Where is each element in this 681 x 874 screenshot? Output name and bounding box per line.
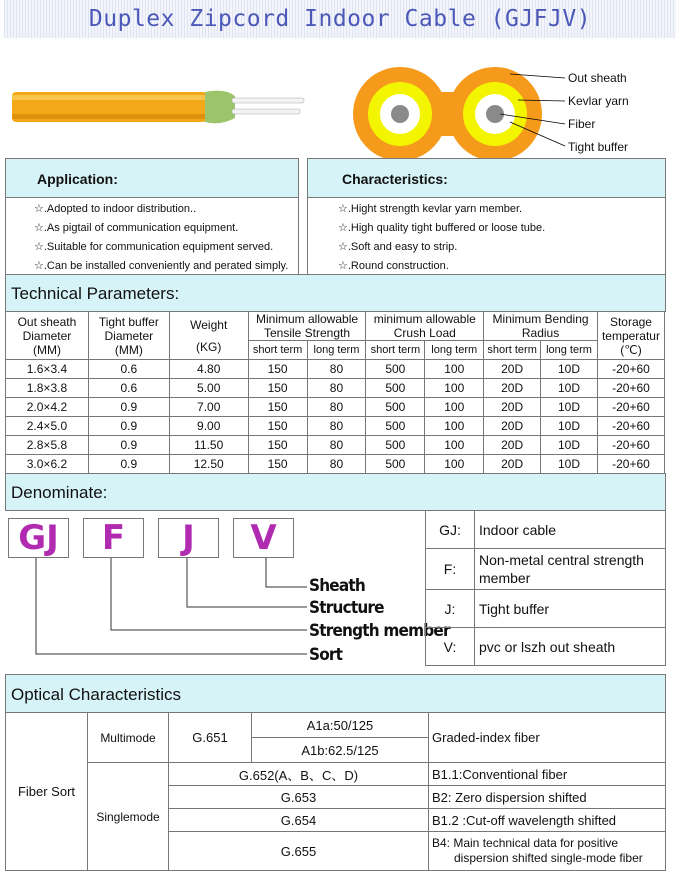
table-cell: 20D <box>484 417 541 436</box>
table-cell: 80 <box>307 398 366 417</box>
label-sheath: Sheath <box>309 576 366 596</box>
legend-code: J: <box>426 590 475 628</box>
characteristics-header <box>307 158 666 198</box>
table-cell: 100 <box>425 398 484 417</box>
table-cell: 100 <box>425 436 484 455</box>
table-cell: 11.50 <box>169 436 248 455</box>
application-item: ☆.Suitable for communication equipment served. <box>34 241 274 253</box>
table-cell: 0.9 <box>88 455 169 474</box>
table-cell: -20+60 <box>597 360 664 379</box>
code-letter-v: V <box>233 518 294 558</box>
table-cell: 80 <box>307 360 366 379</box>
characteristics-item: ☆.High quality tight buffered or loose tube. <box>338 222 546 234</box>
application-heading: Application: <box>37 171 118 187</box>
application-item: ☆.Adopted to indoor distribution.. <box>34 203 197 215</box>
table-cell: 3.0×6.2 <box>6 455 89 474</box>
table-row <box>6 455 665 474</box>
multimode-cell: Multimode <box>88 713 169 763</box>
a1b-cell: A1b:62.5/125 <box>252 738 429 763</box>
characteristics-item: ☆.Round construction. <box>338 260 449 272</box>
singlemode-cell: Singlemode <box>88 763 169 871</box>
table-cell: 7.00 <box>169 398 248 417</box>
application-item: ☆.As pigtail of communication equipment. <box>34 222 239 234</box>
legend-code: GJ: <box>426 511 475 549</box>
table-cell: 10D <box>541 417 598 436</box>
table-cell: 2.8×5.8 <box>6 436 89 455</box>
table-cell: 1.6×3.4 <box>6 360 89 379</box>
table-cell: 12.50 <box>169 455 248 474</box>
table-cell: 100 <box>425 360 484 379</box>
optical-header <box>5 674 666 713</box>
col-bend: Minimum Bending Radius <box>484 312 598 341</box>
table-row <box>6 398 665 417</box>
table-cell: 150 <box>248 379 307 398</box>
table-cell: 80 <box>307 455 366 474</box>
table-cell: 20D <box>484 360 541 379</box>
legend-desc: Indoor cable <box>475 511 666 549</box>
denominate-legend-table <box>425 510 666 666</box>
table-cell: 10D <box>541 398 598 417</box>
table-row <box>6 360 665 379</box>
optical-heading: Optical Characteristics <box>11 685 182 704</box>
col-crush: minimum allowable Crush Load <box>366 312 484 341</box>
table-cell: 0.9 <box>88 436 169 455</box>
label-fiber: Fiber <box>568 117 596 131</box>
crush-short-term: short term <box>366 341 425 360</box>
table-cell: -20+60 <box>597 436 664 455</box>
singlemode-desc: B2: Zero dispersion shifted <box>429 786 666 809</box>
table-cell: 100 <box>425 455 484 474</box>
col-storage: Storage temperatur (℃) <box>597 312 664 360</box>
legend-desc: Non-metal central strength member <box>475 549 666 590</box>
characteristics-item: ☆.Soft and easy to strip. <box>338 241 458 253</box>
label-tight-buffer: Tight buffer <box>568 140 629 154</box>
singlemode-standard: G.655 <box>169 832 429 871</box>
table-cell: 2.0×4.2 <box>6 398 89 417</box>
table-cell: 150 <box>248 455 307 474</box>
characteristics-list <box>307 197 666 275</box>
col-outer-diameter: Out sheath Diameter (MM) <box>6 312 89 360</box>
code-letter-gj: GJ <box>8 518 69 558</box>
legend-code: V: <box>426 628 475 666</box>
table-cell: 0.6 <box>88 360 169 379</box>
table-cell: 20D <box>484 455 541 474</box>
a1a-cell: A1a:50/125 <box>252 713 429 738</box>
graded-index-cell: Graded-index fiber <box>429 713 666 763</box>
table-cell: 150 <box>248 398 307 417</box>
label-strength-member: Strength member <box>309 621 450 641</box>
table-cell: 9.00 <box>169 417 248 436</box>
table-cell: 500 <box>366 379 425 398</box>
singlemode-desc: B1.1:Conventional fiber <box>429 763 666 786</box>
table-cell: -20+60 <box>597 417 664 436</box>
characteristics-heading: Characteristics: <box>342 171 448 187</box>
table-cell: 100 <box>425 379 484 398</box>
table-cell: 20D <box>484 379 541 398</box>
legend-desc: Tight buffer <box>475 590 666 628</box>
tensile-short-term: short term <box>248 341 307 360</box>
page-title: Duplex Zipcord Indoor Cable (GJFJV) <box>88 6 592 32</box>
table-cell: 150 <box>248 417 307 436</box>
label-sort: Sort <box>309 645 343 665</box>
table-cell: 0.6 <box>88 379 169 398</box>
table-cell: 1.8×3.8 <box>6 379 89 398</box>
table-row <box>6 436 665 455</box>
label-structure: Structure <box>309 598 384 618</box>
table-cell: 4.80 <box>169 360 248 379</box>
table-cell: 500 <box>366 360 425 379</box>
table-cell: -20+60 <box>597 455 664 474</box>
table-cell: 80 <box>307 436 366 455</box>
table-cell: 150 <box>248 436 307 455</box>
table-cell: -20+60 <box>597 398 664 417</box>
table-cell: 10D <box>541 360 598 379</box>
cable-photo <box>10 84 305 134</box>
singlemode-desc: B1.2 :Cut-off wavelength shifted <box>429 809 666 832</box>
singlemode-standard: G.654 <box>169 809 429 832</box>
table-cell: 80 <box>307 417 366 436</box>
table-row <box>6 379 665 398</box>
table-cell: 100 <box>425 417 484 436</box>
characteristics-item: ☆.Hight strength kevlar yarn member. <box>338 203 523 215</box>
legend-desc: pvc or lszh out sheath <box>475 628 666 666</box>
singlemode-standard: G.653 <box>169 786 429 809</box>
cross-section-diagram <box>340 62 680 162</box>
table-cell: 2.4×5.0 <box>6 417 89 436</box>
bend-long-term: long term <box>541 341 598 360</box>
table-cell: 5.00 <box>169 379 248 398</box>
label-kevlar-yarn: Kevlar yarn <box>568 94 629 108</box>
col-weight: Weight (KG) <box>169 312 248 360</box>
col-buffer-diameter: Tight buffer Diameter (MM) <box>88 312 169 360</box>
table-cell: -20+60 <box>597 379 664 398</box>
table-cell: 20D <box>484 436 541 455</box>
table-cell: 80 <box>307 379 366 398</box>
table-cell: 150 <box>248 360 307 379</box>
bend-short-term: short term <box>484 341 541 360</box>
col-tensile: Minimum allowable Tensile Strength <box>248 312 366 341</box>
table-row <box>6 417 665 436</box>
table-cell: 10D <box>541 455 598 474</box>
table-cell: 500 <box>366 417 425 436</box>
table-cell: 0.9 <box>88 398 169 417</box>
g651-cell: G.651 <box>169 713 252 763</box>
denominate-connectors <box>0 555 320 665</box>
denominate-header <box>5 473 666 511</box>
table-cell: 500 <box>366 398 425 417</box>
singlemode-desc: B4: Main technical data for positive dispersion shifted single-mode fiber <box>429 832 666 871</box>
table-cell: 500 <box>366 455 425 474</box>
table-cell: 10D <box>541 379 598 398</box>
crush-long-term: long term <box>425 341 484 360</box>
title-bar <box>4 0 676 38</box>
fiber-sort-cell: Fiber Sort <box>6 713 88 871</box>
table-cell: 10D <box>541 436 598 455</box>
legend-code: F: <box>426 549 475 590</box>
application-list <box>5 197 299 275</box>
application-header <box>5 158 299 198</box>
denominate-heading: Denominate: <box>11 483 108 502</box>
label-out-sheath: Out sheath <box>568 71 627 85</box>
optical-table <box>5 712 666 871</box>
tensile-long-term: long term <box>307 341 366 360</box>
technical-parameters-table <box>5 311 665 474</box>
technical-heading: Technical Parameters: <box>11 284 180 303</box>
code-letter-j: J <box>158 518 219 558</box>
technical-header <box>5 274 666 312</box>
table-cell: 500 <box>366 436 425 455</box>
code-letter-f: F <box>83 518 144 558</box>
table-cell: 20D <box>484 398 541 417</box>
application-item: ☆.Can be installed conveniently and perated simply. <box>34 260 289 272</box>
singlemode-standard: G.652(A、B、C、D) <box>169 763 429 786</box>
table-cell: 0.9 <box>88 417 169 436</box>
